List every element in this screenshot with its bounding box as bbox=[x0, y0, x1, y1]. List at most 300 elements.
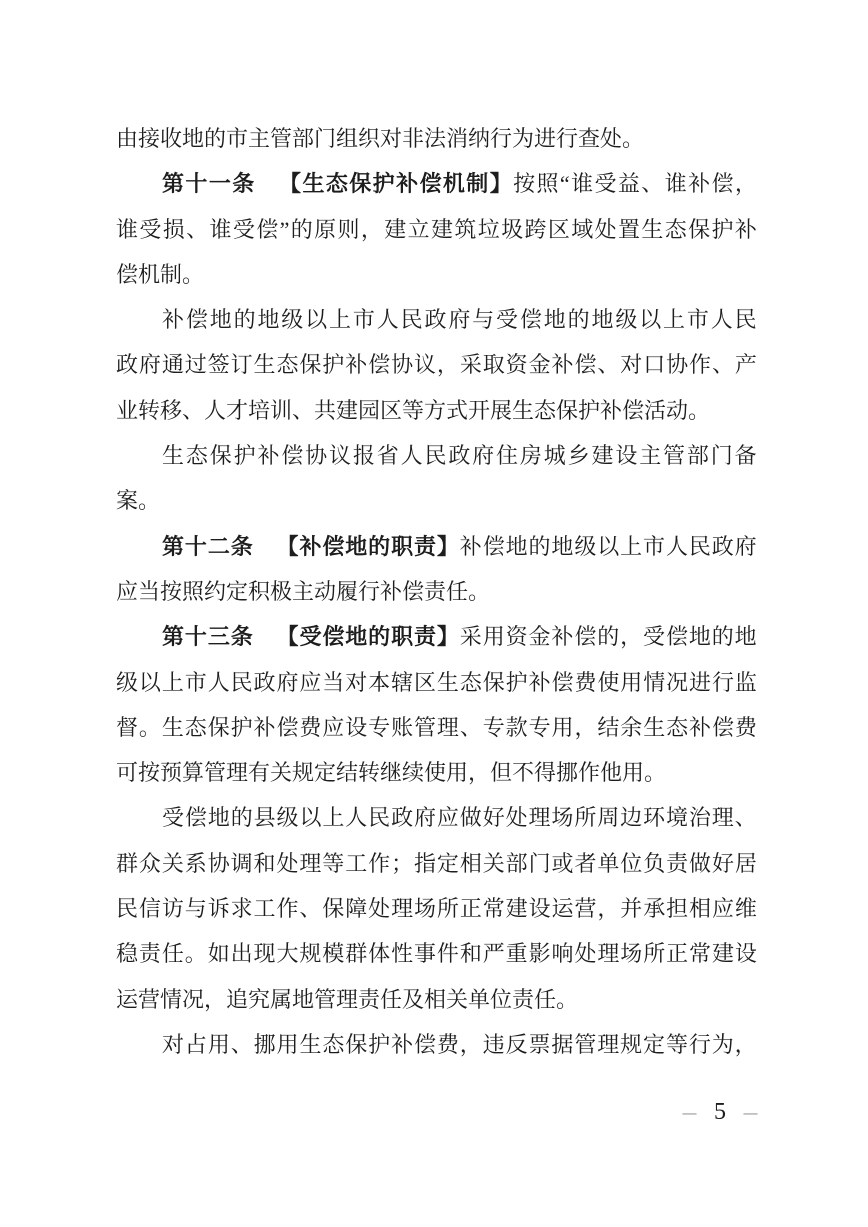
body-text-char: 监 bbox=[734, 669, 757, 695]
body-text-char: 受 bbox=[139, 216, 162, 242]
body-text-char: 偿 bbox=[574, 352, 597, 378]
text-line bbox=[116, 116, 757, 161]
body-text-char: 城 bbox=[543, 443, 566, 469]
body-text-char: 民 bbox=[734, 307, 757, 333]
body-text-char: 设 bbox=[528, 896, 551, 922]
document-lines bbox=[116, 116, 757, 1067]
body-text-char: 金 bbox=[528, 624, 551, 650]
body-text-char: 账 bbox=[391, 714, 414, 740]
body-text-char: 补 bbox=[689, 714, 712, 740]
body-text-char: 信 bbox=[138, 896, 161, 922]
article-heading-char: 护 bbox=[372, 171, 395, 197]
body-text-char: 保 bbox=[482, 669, 505, 695]
body-text-char: ， bbox=[360, 216, 383, 242]
body-text-char: 等 bbox=[322, 850, 345, 876]
body-text-char: 生 bbox=[253, 352, 276, 378]
body-text-char: 协 bbox=[666, 352, 689, 378]
body-text-char: 位 bbox=[620, 850, 643, 876]
body-text-char: 况 bbox=[666, 669, 689, 695]
body-text-char: 政 bbox=[253, 669, 276, 695]
article-heading-char: 十 bbox=[185, 171, 208, 197]
body-text-char: 损 bbox=[162, 216, 185, 242]
body-text-char: 管 bbox=[663, 443, 686, 469]
body-text-char: 补 bbox=[391, 1031, 414, 1057]
body-text-char: 做 bbox=[689, 850, 712, 876]
body-text-char: 护 bbox=[711, 216, 734, 242]
article-heading-char: 条 bbox=[232, 171, 255, 197]
body-text-char: 进 bbox=[689, 669, 712, 695]
body-text-char: 结 bbox=[597, 714, 620, 740]
body-text-char: 场 bbox=[413, 896, 436, 922]
body-text-char: 作 bbox=[689, 352, 712, 378]
body-text-char: 设 bbox=[345, 714, 368, 740]
article-heading-char: 偿 bbox=[322, 533, 345, 559]
body-text-char: 保 bbox=[345, 1031, 368, 1057]
body-text-char: 单 bbox=[597, 850, 620, 876]
body-text-char: 受 bbox=[162, 805, 185, 831]
body-text-char: 民 bbox=[688, 533, 711, 559]
body-text-char: 政 bbox=[391, 805, 414, 831]
body-text-char: 群 bbox=[345, 941, 368, 967]
text-line bbox=[116, 433, 757, 478]
body-text-char: 居 bbox=[734, 850, 757, 876]
body-text-char: 理 bbox=[436, 714, 459, 740]
article-heading-char: 职 bbox=[391, 624, 414, 650]
body-text: 案。 bbox=[116, 488, 161, 514]
body-text-char: 相 bbox=[459, 850, 482, 876]
body-text-char: 域 bbox=[571, 216, 594, 242]
article-heading-char: 补 bbox=[396, 171, 419, 197]
body-text-char: 诉 bbox=[207, 896, 230, 922]
text-line bbox=[116, 297, 757, 342]
article-heading-char: 条 bbox=[230, 624, 253, 650]
body-text-char: 周 bbox=[597, 805, 620, 831]
body-text-char: 府 bbox=[138, 352, 161, 378]
body-text-char: 偿 bbox=[711, 714, 734, 740]
body-text-char: 所 bbox=[574, 805, 597, 831]
body-text-char: 置 bbox=[618, 216, 641, 242]
body-text-char: 谁 bbox=[209, 216, 232, 242]
body-text-char: 件 bbox=[436, 941, 459, 967]
body-text-char: 上 bbox=[322, 805, 345, 831]
body-text-char: 处 bbox=[276, 850, 299, 876]
body-text-char: 民 bbox=[368, 805, 391, 831]
body-text-char: 态 bbox=[276, 352, 299, 378]
body-text-char: 理 bbox=[299, 850, 322, 876]
text-line bbox=[116, 931, 757, 976]
body-text-char: 补 bbox=[253, 714, 276, 740]
body-text-char: 府 bbox=[413, 805, 436, 831]
article-heading-char: 补 bbox=[299, 533, 322, 559]
body-text-char: 出 bbox=[230, 941, 253, 967]
body-text-char: 责 bbox=[666, 850, 689, 876]
body-text-char: 原 bbox=[314, 216, 337, 242]
body-text-char: 府 bbox=[734, 533, 757, 559]
body-text-char: 专 bbox=[528, 714, 551, 740]
body-text-char: 府 bbox=[472, 443, 495, 469]
body-text-char: 所 bbox=[436, 896, 459, 922]
body-text-char: 生 bbox=[643, 714, 666, 740]
body-text-char: 门 bbox=[528, 850, 551, 876]
body-text-char: 府 bbox=[448, 307, 471, 333]
article-heading-char: 第 bbox=[162, 533, 185, 559]
text-line bbox=[116, 660, 757, 705]
body-text-char: 保 bbox=[322, 896, 345, 922]
body-text-char: 态 bbox=[664, 216, 687, 242]
body-text-char: 议 bbox=[413, 352, 436, 378]
body-text-char: 建 bbox=[711, 941, 734, 967]
body-text-char: 票 bbox=[528, 1031, 551, 1057]
body-text-char: 辖 bbox=[391, 669, 414, 695]
body-text-char: 护 bbox=[230, 714, 253, 740]
body-text-char: 偿 bbox=[665, 624, 688, 650]
body-text-char: 常 bbox=[482, 896, 505, 922]
body-text-char: 协 bbox=[305, 443, 328, 469]
body-text-char: 协 bbox=[207, 850, 230, 876]
text-line bbox=[116, 161, 757, 206]
body-text-char: 的 bbox=[567, 307, 590, 333]
body-text-char: 主 bbox=[639, 443, 662, 469]
body-text-char: 级 bbox=[574, 533, 597, 559]
text-line bbox=[116, 478, 757, 523]
body-text-char: 占 bbox=[184, 1031, 207, 1057]
body-text-char: 县 bbox=[253, 805, 276, 831]
body-text-char: 采 bbox=[459, 624, 482, 650]
body-text-char: 正 bbox=[666, 941, 689, 967]
text-line bbox=[116, 252, 757, 297]
text-line bbox=[116, 750, 757, 795]
body-text-char: 规 bbox=[620, 1031, 643, 1057]
body-text-char: 地 bbox=[209, 307, 232, 333]
body-text-char: 和 bbox=[253, 850, 276, 876]
body-text-char: 建 bbox=[431, 216, 454, 242]
body-text-char: 级 bbox=[281, 307, 304, 333]
article-heading-char: 的 bbox=[368, 624, 391, 650]
body-text-char: ， bbox=[734, 1031, 757, 1057]
body-text-char: 保 bbox=[207, 714, 230, 740]
body-text-char: 、 bbox=[734, 805, 757, 831]
body-text-char: 生 bbox=[161, 714, 184, 740]
body-text-char: 维 bbox=[734, 896, 757, 922]
body-text-char: 门 bbox=[710, 443, 733, 469]
body-text-char: 部 bbox=[686, 443, 709, 469]
body-text-char: 群 bbox=[116, 850, 139, 876]
body-text-char: 对 bbox=[162, 1031, 185, 1057]
body-text-char: 态 bbox=[185, 443, 208, 469]
article-heading-char: 】 bbox=[436, 533, 459, 559]
article-heading-char: 三 bbox=[207, 624, 230, 650]
body-text-char: 款 bbox=[505, 714, 528, 740]
body-text-char: 环 bbox=[643, 805, 666, 831]
body-text-char: 人 bbox=[207, 669, 230, 695]
body-text-char: 理 bbox=[597, 1031, 620, 1057]
body-text-char: 上 bbox=[620, 533, 643, 559]
body-text-char: 用 bbox=[207, 1031, 230, 1057]
body-text-char: 偿 bbox=[276, 714, 299, 740]
body-text-char: 所 bbox=[643, 941, 666, 967]
body-text-char: 补 bbox=[459, 533, 482, 559]
body-text-char: 偿 bbox=[281, 443, 304, 469]
body-text-char: 筑 bbox=[454, 216, 477, 242]
body-text-char: 地 bbox=[591, 307, 614, 333]
body-text-char: 则 bbox=[337, 216, 360, 242]
body-text-char: 通 bbox=[161, 352, 184, 378]
body-text-char: 、 bbox=[186, 216, 209, 242]
article-heading-char bbox=[254, 524, 276, 569]
body-text-char: 资 bbox=[505, 624, 528, 650]
article-heading-char: 受 bbox=[299, 624, 322, 650]
body-text-char: 人 bbox=[376, 307, 399, 333]
body-text-char: 求 bbox=[230, 896, 253, 922]
body-text-char: 调 bbox=[230, 850, 253, 876]
body-text-char: 护 bbox=[368, 1031, 391, 1057]
text-line bbox=[116, 207, 757, 252]
body-text-char: 专 bbox=[482, 714, 505, 740]
body-text-char: 好 bbox=[711, 850, 734, 876]
body-text-char: 受 bbox=[643, 624, 666, 650]
body-text-char: 作 bbox=[368, 850, 391, 876]
body-text-char: 地 bbox=[505, 533, 528, 559]
body-text-char: 等 bbox=[665, 1031, 688, 1057]
body-text-char: 地 bbox=[734, 624, 757, 650]
body-text-char: 、 bbox=[230, 1031, 253, 1057]
body-text-char: 、 bbox=[597, 352, 620, 378]
article-heading-char: 机 bbox=[442, 171, 465, 197]
body-text-char: 资 bbox=[505, 352, 528, 378]
body-text-char: 模 bbox=[322, 941, 345, 967]
body-text-char: 建 bbox=[384, 216, 407, 242]
body-text-char: 处 bbox=[594, 216, 617, 242]
body-text-char: 人 bbox=[665, 533, 688, 559]
body-text-char: 协 bbox=[391, 352, 414, 378]
body-text-char: 好 bbox=[482, 805, 505, 831]
article-heading-char: 】 bbox=[489, 171, 512, 197]
body-text-char: ， bbox=[436, 352, 459, 378]
body-text-char: 以 bbox=[299, 805, 322, 831]
body-text-char: 应 bbox=[299, 669, 322, 695]
page-number-dash-left: – bbox=[682, 1099, 697, 1124]
body-text-char: 部 bbox=[505, 850, 528, 876]
body-text-char: 补 bbox=[551, 624, 574, 650]
body-text-char: 关 bbox=[482, 850, 505, 876]
body-text-char: 事 bbox=[413, 941, 436, 967]
body-text-char: 偿 bbox=[551, 669, 574, 695]
body-text-char: 任 bbox=[161, 941, 184, 967]
body-text-char: 现 bbox=[253, 941, 276, 967]
body-text-char: 与 bbox=[472, 307, 495, 333]
body-text-char: 场 bbox=[620, 941, 643, 967]
body-text-char: 益 bbox=[617, 171, 640, 197]
body-text-char: 备 bbox=[734, 443, 757, 469]
body-text-char: 的 bbox=[711, 624, 734, 650]
body-text-char: 受 bbox=[232, 216, 255, 242]
body-text-char: 签 bbox=[207, 352, 230, 378]
body-text-char: 建 bbox=[591, 443, 614, 469]
text-line bbox=[116, 614, 757, 659]
body-text-char: ； bbox=[391, 850, 414, 876]
body-text-char: 。 bbox=[184, 941, 207, 967]
body-text-char: 建 bbox=[505, 896, 528, 922]
body-text-char: 大 bbox=[276, 941, 299, 967]
body-text-char: 承 bbox=[643, 896, 666, 922]
body-text-char: 作 bbox=[276, 896, 299, 922]
article-heading-char: 保 bbox=[349, 171, 372, 197]
text-line bbox=[116, 342, 757, 387]
body-text-char: 费 bbox=[574, 669, 597, 695]
body-text-char: 圾 bbox=[501, 216, 524, 242]
body-text-char: 补 bbox=[688, 171, 711, 197]
body-text-char: 常 bbox=[689, 941, 712, 967]
body-text-char: 为 bbox=[711, 1031, 734, 1057]
body-text-char: 者 bbox=[574, 850, 597, 876]
body-text-char: 上 bbox=[329, 307, 352, 333]
body-text-char: 运 bbox=[551, 896, 574, 922]
body-text-char: 住 bbox=[496, 443, 519, 469]
body-text-char: 理 bbox=[597, 941, 620, 967]
body-text-char: 补 bbox=[257, 443, 280, 469]
body-text-char: 境 bbox=[665, 805, 688, 831]
body-text-char: 设 bbox=[734, 941, 757, 967]
article-heading-char: 第 bbox=[162, 171, 185, 197]
body-text-char: 生 bbox=[162, 443, 185, 469]
text-line bbox=[116, 795, 757, 840]
article-heading-char: 地 bbox=[345, 624, 368, 650]
body-text-char: 责 bbox=[138, 941, 161, 967]
text-line bbox=[116, 841, 757, 886]
body-text-char: 补 bbox=[162, 307, 185, 333]
body-text-char: 保 bbox=[688, 216, 711, 242]
text-line bbox=[116, 524, 757, 569]
body-text-char: 地 bbox=[688, 624, 711, 650]
body-text-char: 地 bbox=[543, 307, 566, 333]
body-text-char: 护 bbox=[505, 669, 528, 695]
body-text-char: 乡 bbox=[567, 443, 590, 469]
body-text-char: 工 bbox=[253, 896, 276, 922]
body-text-char: 偿 bbox=[482, 533, 505, 559]
body-text-char: 余 bbox=[620, 714, 643, 740]
body-text-char: 照 bbox=[536, 171, 559, 197]
body-text: 由接收地的市主管部门组织对非法消纳行为进行查处。 bbox=[116, 126, 645, 151]
body-text-char: 补 bbox=[551, 352, 574, 378]
body-text-char: 报 bbox=[352, 443, 375, 469]
article-heading-char: 职 bbox=[391, 533, 414, 559]
body-text-char: 的 bbox=[230, 805, 253, 831]
body-text-char: 取 bbox=[482, 352, 505, 378]
body-text-char: 障 bbox=[345, 896, 368, 922]
body-text-char: 担 bbox=[666, 896, 689, 922]
body-text-char: 级 bbox=[615, 307, 638, 333]
body-text-char: 挪 bbox=[253, 1031, 276, 1057]
body-text-char: 用 bbox=[620, 669, 643, 695]
body-text-char: 偿 bbox=[368, 352, 391, 378]
body-text-char: ， bbox=[734, 171, 757, 197]
text-line bbox=[116, 705, 757, 750]
body-text-char: 场 bbox=[551, 805, 574, 831]
body-text-char: 指 bbox=[413, 850, 436, 876]
body-text-char: 。 bbox=[138, 714, 161, 740]
article-heading-char: 十 bbox=[184, 533, 207, 559]
body-text-char: 处 bbox=[505, 805, 528, 831]
article-heading-char: 态 bbox=[325, 171, 348, 197]
body-text-char: 态 bbox=[666, 714, 689, 740]
body-text-char: 生 bbox=[641, 216, 664, 242]
body-text: 可按预算管理有关规定结转继续使用，但不得挪作他用。 bbox=[116, 760, 667, 786]
body-text-char: 民 bbox=[116, 896, 139, 922]
body-text-char: 地 bbox=[551, 533, 574, 559]
body-text-char: 市 bbox=[686, 307, 709, 333]
body-text-char: 应 bbox=[711, 896, 734, 922]
article-heading-char: 责 bbox=[413, 624, 436, 650]
body-text: 应当按照约定积极主动履行补偿责任。 bbox=[116, 578, 491, 604]
body-text-char: 治 bbox=[688, 805, 711, 831]
body-text-char: 理 bbox=[391, 896, 414, 922]
body-text-char: 访 bbox=[161, 896, 184, 922]
body-text-char: 违 bbox=[482, 1031, 505, 1057]
body-text-char: 的 bbox=[528, 533, 551, 559]
body-text-char: “ bbox=[559, 171, 570, 197]
body-text-char: 市 bbox=[184, 669, 207, 695]
body-text-char: 议 bbox=[329, 443, 352, 469]
body-text-char: 理 bbox=[528, 805, 551, 831]
body-text-char: 民 bbox=[400, 307, 423, 333]
body-text-char: 采 bbox=[459, 352, 482, 378]
text-line bbox=[116, 1022, 757, 1067]
body-text-char: 地 bbox=[207, 805, 230, 831]
body-text-char: 跨 bbox=[524, 216, 547, 242]
body-text-char: 关 bbox=[161, 850, 184, 876]
body-text-char: 督 bbox=[116, 714, 139, 740]
article-heading-char: 【 bbox=[276, 624, 299, 650]
body-text-char: 行 bbox=[688, 1031, 711, 1057]
body-text-char: 人 bbox=[710, 307, 733, 333]
article-heading-char: 第 bbox=[162, 624, 185, 650]
body-text-char: ， bbox=[620, 624, 643, 650]
article-heading-char: 十 bbox=[184, 624, 207, 650]
text-line bbox=[116, 977, 757, 1022]
body-text-char: 系 bbox=[184, 850, 207, 876]
body-text-char: 偿 bbox=[185, 307, 208, 333]
article-heading-char: 二 bbox=[207, 533, 230, 559]
body-text-char: ” bbox=[279, 216, 290, 242]
article-heading-char: 【 bbox=[279, 171, 302, 197]
body-text-char: 生 bbox=[299, 1031, 322, 1057]
body-text-char: 偿 bbox=[184, 805, 207, 831]
body-text-char: 影 bbox=[528, 941, 551, 967]
body-text-char: 费 bbox=[734, 714, 757, 740]
body-text-char: 营 bbox=[574, 896, 597, 922]
body-text-char: 管 bbox=[413, 714, 436, 740]
body-text-char: 以 bbox=[138, 669, 161, 695]
body-text-char: 地 bbox=[257, 307, 280, 333]
body-text-char: 产 bbox=[734, 352, 757, 378]
body-text-char: 补 bbox=[528, 669, 551, 695]
body-text-char: 受 bbox=[594, 171, 617, 197]
body-text-char: 、 bbox=[711, 352, 734, 378]
body-text-char: 偿 bbox=[256, 216, 279, 242]
body-text-char: 以 bbox=[597, 533, 620, 559]
body-text-char: 稳 bbox=[116, 941, 139, 967]
body-text-char: 按 bbox=[513, 171, 536, 197]
body-text-char: 上 bbox=[663, 307, 686, 333]
body-text-char: 与 bbox=[184, 896, 207, 922]
body-text-char: 政 bbox=[116, 352, 139, 378]
body-text-char: 情 bbox=[643, 669, 666, 695]
body-text-char: 市 bbox=[643, 533, 666, 559]
body-text-char: 人 bbox=[400, 443, 423, 469]
body-text-char: 定 bbox=[436, 850, 459, 876]
body-text-char: 当 bbox=[322, 669, 345, 695]
body-text-char: 费 bbox=[299, 714, 322, 740]
